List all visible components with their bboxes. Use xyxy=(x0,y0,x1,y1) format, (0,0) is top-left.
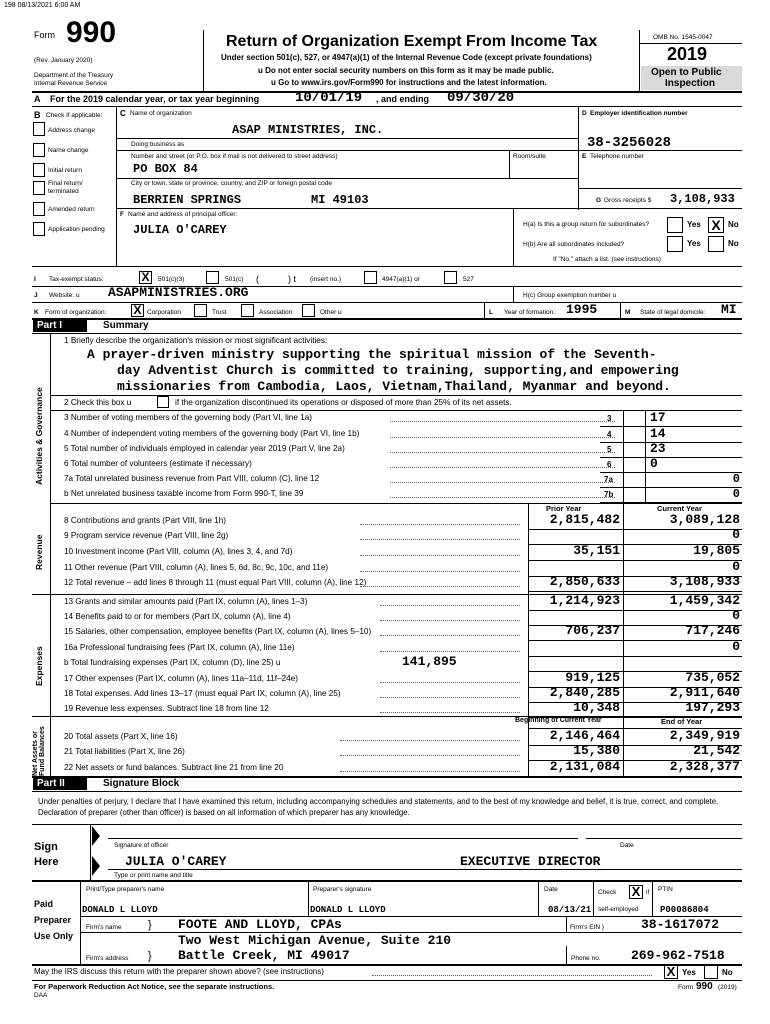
4947-checkbox[interactable] xyxy=(364,271,377,284)
preparer-name-label: Print/Type preparer's name xyxy=(86,886,165,893)
type-print-label: Type or print name and title xyxy=(114,872,193,879)
phone-value[interactable]: 269-962-7518 xyxy=(631,948,725,963)
gov-line-value[interactable]: 17 xyxy=(650,410,666,425)
revenue-line-text: 11 Other revenue (Part VIII, column (A), lines 5, 6d, 8c, 9c, 10c, and 11e) xyxy=(64,563,329,572)
trust-checkbox[interactable] xyxy=(194,304,207,317)
firm-name[interactable]: FOOTE AND LLOYD, CPAs xyxy=(178,917,342,932)
officer-signature-field[interactable] xyxy=(108,822,578,838)
gov-line-text: b Net unrelated business taxable income from Form 990-T, line 39 xyxy=(64,489,304,498)
street-label: Number and street (or P.O. box if mail is not delivered to street address) xyxy=(131,153,338,160)
form-title: Return of Organization Exempt From Income Tax xyxy=(226,33,598,50)
line-2-checkbox[interactable] xyxy=(157,396,169,408)
ha-yes-label: Yes xyxy=(687,220,701,229)
hb-yes-label: Yes xyxy=(687,239,701,248)
paren-left: ( xyxy=(256,274,259,284)
hb-yes-checkbox[interactable] xyxy=(667,236,683,252)
gov-line-value[interactable]: 23 xyxy=(650,441,666,456)
expense-line-text: b Total fundraising expenses (Part IX, column (D), line 25) u xyxy=(64,658,281,667)
form-number: 990 xyxy=(66,16,117,49)
section-j-label: J xyxy=(34,292,38,299)
signer-title[interactable]: EXECUTIVE DIRECTOR xyxy=(460,854,601,869)
side-label-expenses: Expenses xyxy=(34,646,44,686)
side-label-revenue: Revenue xyxy=(34,534,44,570)
expense-prior-value[interactable]: 706,237 xyxy=(565,623,620,638)
omb-number: OMB No. 1545-0047 xyxy=(653,34,713,41)
city[interactable]: BERRIEN SPRINGS xyxy=(133,193,242,207)
inspection-label: Inspection xyxy=(665,78,716,89)
expense-prior-value[interactable]: 1,214,923 xyxy=(549,593,620,608)
org-name-label: Name of organization xyxy=(130,110,192,117)
expense-current-value[interactable]: 1,459,342 xyxy=(669,593,740,608)
amended-return-checkbox[interactable] xyxy=(33,202,45,216)
paperwork-notice: For Paperwork Reduction Act Notice, see the separate instructions. xyxy=(34,982,275,991)
street-address[interactable]: PO BOX 84 xyxy=(133,162,198,176)
phone-label: Phone no. xyxy=(571,955,601,962)
col-current-year: Current Year xyxy=(657,504,702,513)
revision-date: (Rev. January 2020) xyxy=(34,57,93,64)
line-2-text: 2 Check this box u xyxy=(64,398,132,407)
footer-form-number: 990 xyxy=(696,981,713,992)
expense-prior-value[interactable]: 2,840,285 xyxy=(549,685,620,700)
firm-address-line-1[interactable]: Two West Michigan Avenue, Suite 210 xyxy=(178,933,452,948)
4947-label: 4947(a)(1) or xyxy=(382,276,420,283)
perjury-statement: Under penalties of perjury, I declare that I have examined this return, including accompanying schedules and statements, and to the best of my knowledge and belief, it is true, correct, and complete. Declaration of preparer (other than officer) is based on all information of which preparer has any knowledge. xyxy=(38,797,719,817)
association-label: Association xyxy=(259,309,293,316)
year-formation-label: Year of formation: xyxy=(504,309,556,316)
corporation-label: Corporation xyxy=(147,309,181,316)
ptin-value[interactable]: P00086804 xyxy=(660,905,709,915)
net-assets-current-value[interactable]: 21,542 xyxy=(693,743,740,758)
expense-current-value[interactable]: 0 xyxy=(732,639,740,654)
signer-name[interactable]: JULIA O'CAREY xyxy=(125,854,227,869)
expense-current-value[interactable]: 717,246 xyxy=(685,623,740,638)
expense-current-value[interactable]: 2,911,640 xyxy=(669,685,740,700)
gov-line-text: 3 Number of voting members of the governing body (Part VI, line 1a) xyxy=(64,413,313,422)
527-checkbox[interactable] xyxy=(444,271,457,284)
hc-label: H(c) Group exemption number u xyxy=(523,292,617,299)
ha-yes-checkbox[interactable] xyxy=(667,217,683,233)
section-e-label: E xyxy=(582,153,587,160)
revenue-current-value[interactable]: 3,089,128 xyxy=(669,512,740,527)
gov-line-text: 4 Number of independent voting members of the governing body (Part VI, line 1b) xyxy=(64,429,360,438)
section-l-label: L xyxy=(489,309,493,316)
gov-line-value[interactable]: 0 xyxy=(732,487,740,501)
section-k-label: K xyxy=(34,309,39,316)
website-value[interactable]: ASAPMINISTRIES.ORG xyxy=(108,285,249,300)
gov-line-box-label: 4 xyxy=(607,430,612,439)
expense-prior-value[interactable]: 919,125 xyxy=(565,670,620,685)
section-c-label: C xyxy=(120,109,126,118)
use-only-label: Use Only xyxy=(34,931,74,941)
form-label: Form xyxy=(34,30,55,40)
preparer-date[interactable]: 08/13/21 xyxy=(548,905,592,915)
tax-year: 2019 xyxy=(667,44,708,64)
expense-line-text: 18 Total expenses. Add lines 13–17 (must equal Part IX, column (A), line 25) xyxy=(64,689,341,698)
section-i-label: I xyxy=(34,276,36,283)
gov-line-text: 7a Total unrelated business revenue from Part VIII, column (C), line 12 xyxy=(64,474,320,483)
print-stamp: 198 08/13/2021 6:00 AM xyxy=(4,2,81,9)
open-public-label: Open to Public xyxy=(651,67,722,78)
section-f-label: F xyxy=(120,211,124,218)
firm-ein-value[interactable]: 38-1617072 xyxy=(641,917,720,932)
address-change-label: Address change xyxy=(48,127,95,134)
ssn-warning: u Do not enter social security numbers on this form as it may be made public. xyxy=(258,66,554,75)
paid-label: Paid xyxy=(34,899,54,909)
net-assets-prior-value[interactable]: 15,380 xyxy=(573,743,620,758)
preparer-sig-label: Preparer's signature xyxy=(313,886,372,893)
discuss-question: May the IRS discuss this return with the preparer shown above? (see instructions) xyxy=(34,967,324,976)
expense-current-value[interactable]: 735,052 xyxy=(685,670,740,685)
trust-label: Trust xyxy=(212,309,227,316)
gross-receipts-label: Gross receipts $ xyxy=(604,197,652,204)
corporation-checkbox[interactable]: X xyxy=(131,304,144,317)
revenue-current-value[interactable]: 0 xyxy=(732,559,740,574)
revenue-current-value[interactable]: 3,108,933 xyxy=(669,574,740,589)
insert-no-label: (insert no.) xyxy=(310,276,342,283)
expense-current-value[interactable]: 0 xyxy=(732,608,740,623)
gov-line-value[interactable]: 14 xyxy=(650,426,666,441)
amended-return-label: Amended return xyxy=(48,206,95,213)
hb-note: If "No," attach a list. (see instructions) xyxy=(553,256,661,263)
tax-year-end[interactable]: 09/30/20 xyxy=(447,90,515,106)
gov-line-box-label: 5 xyxy=(607,445,612,454)
tax-year-begin[interactable]: 10/01/19 xyxy=(295,90,363,106)
firm-name-label: Firm's name xyxy=(86,924,122,931)
self-employed-label: self-employed xyxy=(598,906,639,913)
part-i-title: Summary xyxy=(103,320,149,331)
address-change-checkbox[interactable] xyxy=(33,122,45,136)
application-pending-checkbox[interactable] xyxy=(33,222,45,236)
application-pending-label: Application pending xyxy=(48,226,105,233)
501c-checkbox[interactable] xyxy=(206,271,219,284)
org-name[interactable]: ASAP MINISTRIES, INC. xyxy=(232,123,384,137)
sig-officer-label: Signature of officer xyxy=(114,842,169,849)
net-assets-line-text: 22 Net assets or fund balances. Subtract line 21 from line 20 xyxy=(64,763,284,772)
net-assets-line-text: 21 Total liabilities (Part X, line 26) xyxy=(64,747,185,756)
form-subtitle: Under section 501(c), 527, or 4947(a)(1) of the Internal Revenue Code (except private foundations) xyxy=(221,53,592,62)
expense-current-value[interactable]: 197,293 xyxy=(685,700,740,715)
ha-no-checkbox[interactable]: X xyxy=(708,217,724,233)
state-zip[interactable]: MI 49103 xyxy=(311,193,369,207)
sign-date-label: Date xyxy=(620,842,634,849)
fundraising-total-value[interactable]: 141,895 xyxy=(402,654,457,669)
tax-exempt-label: Tax-exempt status: xyxy=(49,276,104,283)
irs-label: Internal Revenue Service xyxy=(34,80,107,87)
expense-line-text: 17 Other expenses (Part IX, column (A), lines 11a–11d, 11f–24e) xyxy=(64,674,298,683)
net-assets-current-value[interactable]: 2,349,919 xyxy=(669,728,740,743)
firm-ein-label: Firm's EIN } xyxy=(570,924,605,931)
preparer-signature[interactable]: DONALD L LLOYD xyxy=(310,905,386,915)
hb-no-checkbox[interactable] xyxy=(708,236,724,252)
department: Department of the Treasury xyxy=(34,72,114,79)
ha-question: H(a) Is this a group return for subordinates? xyxy=(523,221,650,228)
initial-return-checkbox[interactable] xyxy=(33,163,45,177)
self-employed-checkbox[interactable]: X xyxy=(629,885,643,899)
net-assets-line-text: 20 Total assets (Part X, line 16) xyxy=(64,732,178,741)
telephone-label: Telephone number xyxy=(590,153,644,160)
footer-form-year: (2019) xyxy=(718,984,737,991)
check-if-label: if xyxy=(646,889,650,896)
name-change-checkbox[interactable] xyxy=(33,143,45,157)
check-label: Check xyxy=(598,889,617,896)
paren-right: ) t xyxy=(288,274,296,284)
website-label: Website: u xyxy=(49,292,80,299)
and-ending-label: , and ending xyxy=(376,94,429,104)
preparer-name[interactable]: DONALD L LLOYD xyxy=(82,905,158,915)
principal-officer-name[interactable]: JULIA O'CAREY xyxy=(133,223,227,237)
revenue-prior-value[interactable]: 35,151 xyxy=(573,543,620,558)
firm-address-label: Firm's address xyxy=(86,955,129,962)
part-i-label: Part I xyxy=(33,320,87,332)
discuss-yes-label: Yes xyxy=(682,968,696,977)
instructions-link[interactable]: u Go to www.irs.gov/Form990 for instructions and the latest information. xyxy=(271,78,547,87)
revenue-prior-value[interactable]: 2,815,482 xyxy=(549,512,620,527)
hb-no-label: No xyxy=(728,239,739,248)
expense-line-text: 16a Professional fundraising fees (Part IX, column (A), line 11e) xyxy=(64,643,295,652)
preparer-date-label: Date xyxy=(544,886,558,893)
gov-line-value[interactable]: 0 xyxy=(650,456,658,471)
revenue-line-text: 10 Investment income (Part VIII, column (A), lines 3, 4, and 7d) xyxy=(64,547,293,556)
501c3-label: 501(c)(3) xyxy=(158,276,185,283)
expense-line-text: 13 Grants and similar amounts paid (Part IX, column (A), lines 1–3) xyxy=(64,597,308,606)
legal-domicile-value[interactable]: MI xyxy=(721,302,737,317)
other-org-label: Other u xyxy=(320,309,342,316)
527-label: 527 xyxy=(463,276,474,283)
gov-line-box-label: 3 xyxy=(607,414,612,423)
501c3-checkbox[interactable]: X xyxy=(139,271,152,284)
gov-line-text: 6 Total number of volunteers (estimate if necessary) xyxy=(64,459,252,468)
preparer-label: Preparer xyxy=(34,915,72,925)
expense-line-text: 15 Salaries, other compensation, employee benefits (Part IX, column (A), lines 5–10) xyxy=(64,627,372,636)
section-d-label: D xyxy=(582,110,587,117)
discuss-no-checkbox[interactable] xyxy=(704,965,718,979)
mission-line-3: missionaries from Cambodia, Laos, Vietnam,Thailand, Myanmar and beyond. xyxy=(117,379,671,394)
form-of-org-label: Form of organization: xyxy=(45,309,107,316)
daa-label: DAA xyxy=(34,992,48,999)
section-b-label: B xyxy=(34,110,41,120)
ein-value[interactable]: 38-3256028 xyxy=(587,135,672,151)
part-ii-title: Signature Block xyxy=(103,778,180,789)
revenue-line-text: 8 Contributions and grants (Part VIII, line 1h) xyxy=(64,516,227,525)
legal-domicile-label: State of legal domicile: xyxy=(640,309,706,316)
revenue-prior-value[interactable]: 2,850,633 xyxy=(549,574,620,589)
gov-line-text: 5 Total number of individuals employed in calendar year 2019 (Part V, line 2a) xyxy=(64,444,345,453)
final-return-label: Final return/ terminated xyxy=(48,180,83,195)
line-1-text: 1 Briefly describe the organization's mission or most significant activities: xyxy=(64,336,328,345)
col-end-year: End of Year xyxy=(661,717,703,726)
revenue-current-value[interactable]: 19,805 xyxy=(693,543,740,558)
col-prior-year: Prior Year xyxy=(546,504,582,513)
city-label: City or town, state or province, country, and ZIP or foreign postal code xyxy=(131,180,332,187)
hb-question: H(b) Are all subordinates included? xyxy=(523,241,625,248)
line-a-text: For the 2019 calendar year, or tax year beginning xyxy=(50,94,260,104)
gov-line-value[interactable]: 0 xyxy=(732,472,740,486)
col-beginning-year: Beginning of Current Year xyxy=(515,717,602,724)
line-2-desc: if the organization discontinued its operations or disposed of more than 25% of its net assets. xyxy=(175,398,512,407)
expense-line-text: 14 Benefits paid to or for members (Part IX, column (A), line 4) xyxy=(64,612,291,621)
side-label-governance: Activities & Governance xyxy=(34,387,44,485)
net-assets-prior-value[interactable]: 2,131,084 xyxy=(549,759,620,774)
gov-line-box-label: 7b xyxy=(604,490,614,499)
sign-label: Sign xyxy=(34,841,58,853)
net-assets-prior-value[interactable]: 2,146,464 xyxy=(549,728,620,743)
discuss-no-label: No xyxy=(722,968,733,977)
side-label-net-assets: Net Assets or Fund Balances xyxy=(32,726,46,776)
expense-line-text: 19 Revenue less expenses. Subtract line 18 from line 12 xyxy=(64,704,269,713)
part-ii-label: Part II xyxy=(33,778,87,790)
mission-line-1: A prayer-driven ministry supporting the spiritual mission of the Seventh- xyxy=(87,347,657,362)
mission-line-2: day Adventist Church is committed to training, supporting,and empowering xyxy=(117,363,679,378)
sign-arrows xyxy=(90,824,100,880)
gov-line-box-label: 6 xyxy=(607,460,612,469)
revenue-line-text: 9 Program service revenue (Part VIII, line 2g) xyxy=(64,531,229,540)
ha-no-label: No xyxy=(728,220,739,229)
principal-officer-label: Name and address of principal officer: xyxy=(128,211,238,218)
discuss-yes-checkbox[interactable]: X xyxy=(664,965,678,979)
firm-address-line-2[interactable]: Battle Creek, MI 49017 xyxy=(178,948,350,963)
here-label: Here xyxy=(34,856,59,868)
initial-return-label: Initial return xyxy=(48,167,82,174)
year-formation-value[interactable]: 1995 xyxy=(566,302,598,317)
check-if-applicable: Check if applicable: xyxy=(46,112,103,119)
gross-receipts-value[interactable]: 3,108,933 xyxy=(670,192,735,206)
expense-prior-value[interactable]: 10,348 xyxy=(573,700,620,715)
501c-label: 501(c) xyxy=(225,276,244,283)
section-m-label: M xyxy=(625,309,631,316)
section-g-label: G xyxy=(596,197,602,204)
ein-label: Employer identification number xyxy=(590,110,688,117)
line-a-label: A xyxy=(34,94,41,104)
ptin-label: PTIN xyxy=(658,886,673,893)
association-checkbox[interactable] xyxy=(241,304,254,317)
revenue-line-text: 12 Total revenue – add lines 8 through 11 (must equal Part VIII, column (A), line 12) xyxy=(64,578,367,587)
dba-label: Doing business as xyxy=(131,141,185,148)
revenue-current-value[interactable]: 0 xyxy=(732,527,740,542)
other-org-checkbox[interactable] xyxy=(302,304,315,317)
room-suite-label: Room/suite xyxy=(513,153,546,160)
name-change-label: Name change xyxy=(48,147,89,154)
footer-form-label: Form xyxy=(678,984,694,991)
net-assets-current-value[interactable]: 2,328,377 xyxy=(669,759,740,774)
final-return-checkbox[interactable] xyxy=(33,181,45,195)
gov-line-box-label: 7a xyxy=(604,475,613,484)
